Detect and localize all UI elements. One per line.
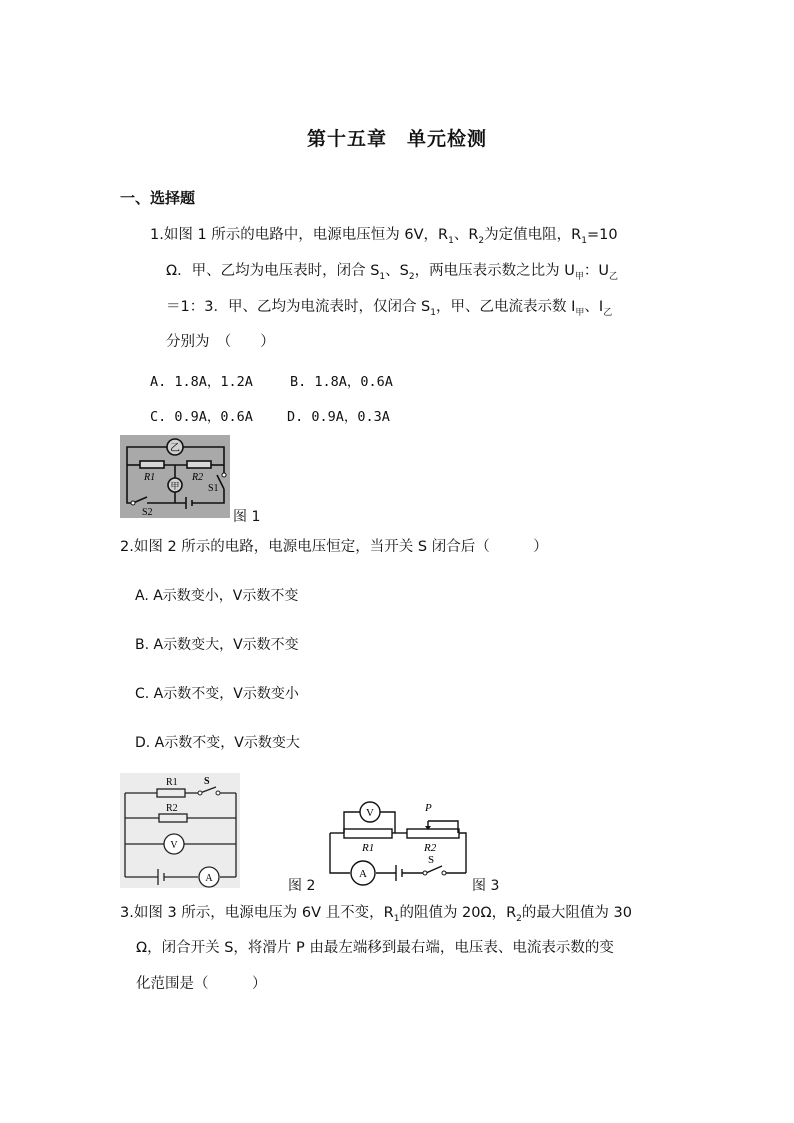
q1-text: ＝1：3．甲、乙均为电流表时，仅闭合 S — [166, 299, 431, 315]
q3-line-2: Ω，闭合开关 S，将滑片 P 由最左端移到最右端，电压表、电流表示数的变 — [136, 940, 614, 956]
figure-1-caption: 图 1 — [233, 509, 261, 525]
subscript: 乙 — [603, 307, 613, 318]
q1-option-c: C. 0.9A，0.6A — [150, 409, 253, 425]
figure-3-caption: 图 3 — [472, 878, 500, 894]
q2-option-c: C. A示数不变，V示数变小 — [135, 686, 299, 702]
q2-stem: 2.如图 2 所示的电路，电源电压恒定，当开关 S 闭合后（ ） — [120, 539, 548, 555]
q1-option-d: D. 0.9A，0.3A — [287, 409, 390, 425]
subscript: 1 — [430, 307, 436, 318]
q1-line-1 — [150, 226, 618, 250]
fig1-r2-label: R2 — [192, 472, 204, 483]
q1-text: ：U — [583, 263, 609, 279]
q2-option-b: B. A示数变大，V示数不变 — [135, 637, 299, 653]
fig2-s-label: S — [204, 776, 210, 787]
fig1-s2-label: S2 — [142, 507, 153, 518]
subscript: 2 — [478, 235, 485, 246]
fig3-r1-label: R1 — [362, 842, 375, 854]
q1-option-a: A. 1.8A，1.2A — [150, 374, 253, 390]
fig1-yi-label: 乙 — [170, 443, 180, 454]
section-heading: 一、选择题 — [120, 189, 196, 207]
figure-2-caption: 图 2 — [288, 878, 316, 894]
fig3-s-label: S — [428, 854, 435, 866]
fig1-s1-label: S1 — [208, 483, 219, 494]
subscript: 甲 — [574, 271, 584, 282]
fig2-r2-label: R2 — [166, 803, 178, 814]
q1-text: Ω．甲、乙均为电压表时，闭合 S — [166, 263, 380, 279]
q1-text: =10 — [586, 227, 618, 243]
fig1-r1-label: R1 — [144, 472, 156, 483]
fig3-a-label: A — [359, 868, 367, 880]
subscript: 乙 — [608, 271, 618, 282]
subscript: 1 — [581, 235, 587, 246]
fig2-r1-label: R1 — [166, 777, 178, 788]
q3-line-1 — [120, 904, 632, 928]
fig1-jia-label: 甲 — [170, 481, 180, 491]
fig2-v-label: V — [170, 840, 178, 851]
fig3-p-label: P — [425, 802, 432, 814]
fig2-a-label: A — [205, 873, 213, 884]
q1-line-4: 分别为 （ ） — [166, 334, 275, 350]
fig3-r2-label: R2 — [424, 842, 437, 854]
q3-text: 的最大阻值为 30 — [521, 905, 632, 921]
q1-line-3 — [166, 298, 612, 322]
figure-1-circuit — [120, 435, 230, 518]
subscript: 1 — [448, 235, 454, 246]
figure-2-circuit — [120, 773, 240, 888]
q1-text: ，两电压表示数之比为 U — [414, 263, 575, 279]
q2-option-a: A. A示数变小，V示数不变 — [135, 588, 299, 604]
subscript: 1 — [393, 913, 400, 924]
q1-text: 、R — [453, 227, 479, 243]
q1-text: 、S — [385, 263, 409, 279]
subscript: 甲 — [575, 307, 585, 318]
q1-text: 、I — [584, 299, 604, 315]
fig3-v-label: V — [366, 807, 374, 819]
subscript: 2 — [516, 913, 522, 924]
q1-text: ，甲、乙电流表示数 I — [436, 299, 576, 315]
q2-option-d: D. A示数不变，V示数变大 — [135, 735, 300, 751]
q3-text: 的阻值为 20Ω，R — [399, 905, 517, 921]
q3-line-3: 化范围是（ ） — [136, 976, 267, 992]
q1-text: 1.如图 1 所示的电路中，电源电压恒为 6V，R — [150, 227, 449, 243]
page-title: 第十五章 单元检测 — [306, 128, 487, 150]
subscript: 1 — [379, 271, 386, 282]
subscript: 2 — [408, 271, 415, 282]
q1-option-b: B. 1.8A，0.6A — [290, 374, 393, 390]
figure-3-circuit — [328, 795, 468, 890]
q1-text: 为定值电阻，R — [484, 227, 582, 243]
q3-text: 3.如图 3 所示，电源电压为 6V 且不变，R — [120, 905, 394, 921]
q1-line-2 — [166, 262, 618, 286]
